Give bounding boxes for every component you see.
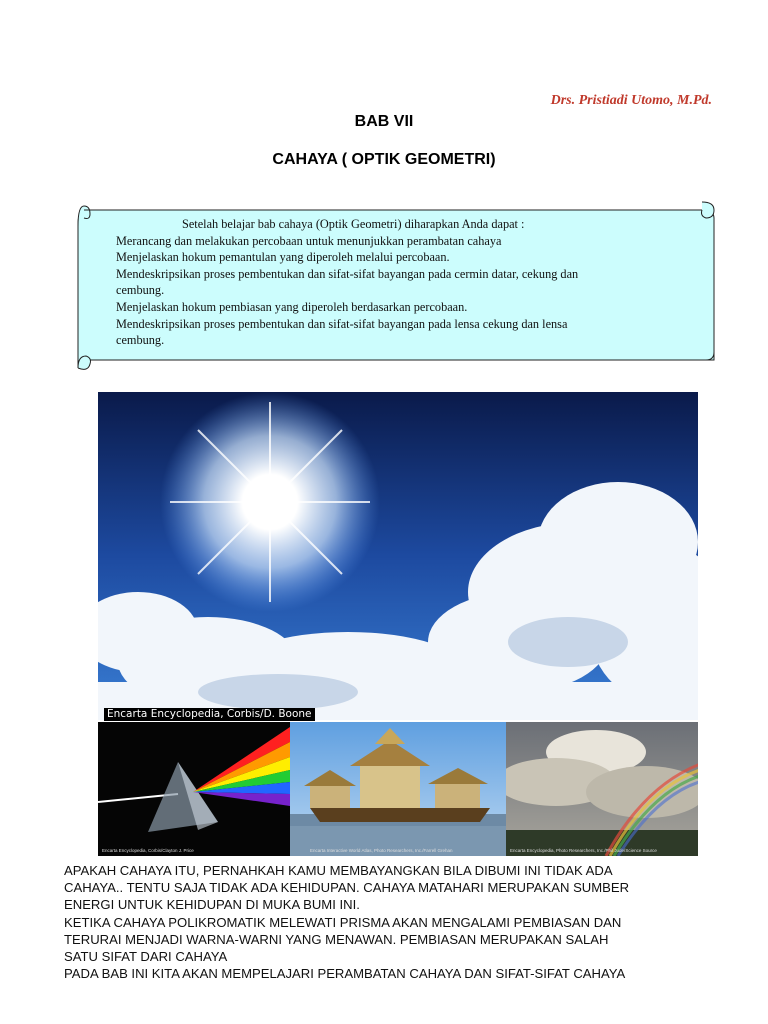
rainbow-photo: [506, 722, 698, 856]
author-name: Drs. Pristiadi Utomo, M.Pd.: [550, 93, 712, 108]
boat-photo-credit: Encarta Interactive World Atlas, Photo Researchers, Inc./Farrell Grehan: [310, 848, 453, 853]
prism-photo: [98, 722, 290, 856]
objective-line: Mendeskripsikan proses pembentukan dan sifat-sifat bayangan pada lensa cekung dan lensa: [116, 316, 568, 331]
objective-line: cembung.: [116, 333, 165, 348]
body-line: KETIKA CAHAYA POLIKROMATIK MELEWATI PRISMA AKAN MENGALAMI PEMBIASAN DAN: [64, 914, 622, 930]
body-line: APAKAH CAHAYA ITU, PERNAHKAH KAMU MEMBAYANGKAN BILA DIBUMI INI TIDAK ADA: [64, 863, 613, 878]
objective-line: Merancang dan melakukan percobaan untuk menunjukkan perambatan cahaya: [116, 233, 502, 248]
objective-line: Menjelaskan hokum pemantulan yang diperoleh melalui percobaan.: [116, 250, 450, 265]
objective-line: cembung.: [116, 283, 165, 298]
body-line: ENERGI UNTUK KEHIDUPAN DI MUKA BUMI INI.: [64, 897, 360, 913]
sun-sky-photo: [98, 392, 698, 720]
main-photo-credit: Encarta Encyclopedia, Corbis/D. Boone: [104, 708, 315, 721]
objectives-intro: Setelah belajar bab cahaya (Optik Geometri) diharapkan Anda dapat :: [182, 217, 525, 231]
objectives-scroll: [70, 196, 718, 374]
objective-line: Mendeskripsikan proses pembentukan dan sifat-sifat bayangan pada cermin datar, cekung dan: [116, 266, 579, 281]
objectives-text: [116, 216, 696, 349]
body-line: CAHAYA.. TENTU SAJA TIDAK ADA KEHIDUPAN. CAHAYA MATAHARI MERUPAKAN SUMBER: [64, 880, 630, 896]
chapter-number: BAB VII: [354, 113, 414, 130]
body-paragraph: [64, 862, 724, 982]
body-line: TERURAI MENJADI WARNA-WARNI YANG MENAWAN. PEMBIASAN MERUPAKAN SALAH: [64, 931, 609, 947]
body-line: SATU SIFAT DARI CAHAYA: [64, 949, 228, 965]
prism-photo-credit: Encarta Encyclopedia, Corbis/Clayton J. Price: [102, 848, 194, 853]
rainbow-photo-credit: Encarta Encyclopedia, Photo Researchers, Inc./Phil Jude/Science Source: [510, 848, 657, 853]
body-line: PADA BAB INI KITA AKAN MEMPELAJARI PERAMBATAN CAHAYA DAN SIFAT-SIFAT CAHAYA: [64, 966, 626, 982]
chapter-title: CAHAYA ( OPTIK GEOMETRI): [272, 151, 496, 168]
objective-line: Menjelaskan hokum pembiasan yang diperoleh berdasarkan percobaan.: [116, 299, 468, 314]
boat-photo: [290, 722, 506, 856]
